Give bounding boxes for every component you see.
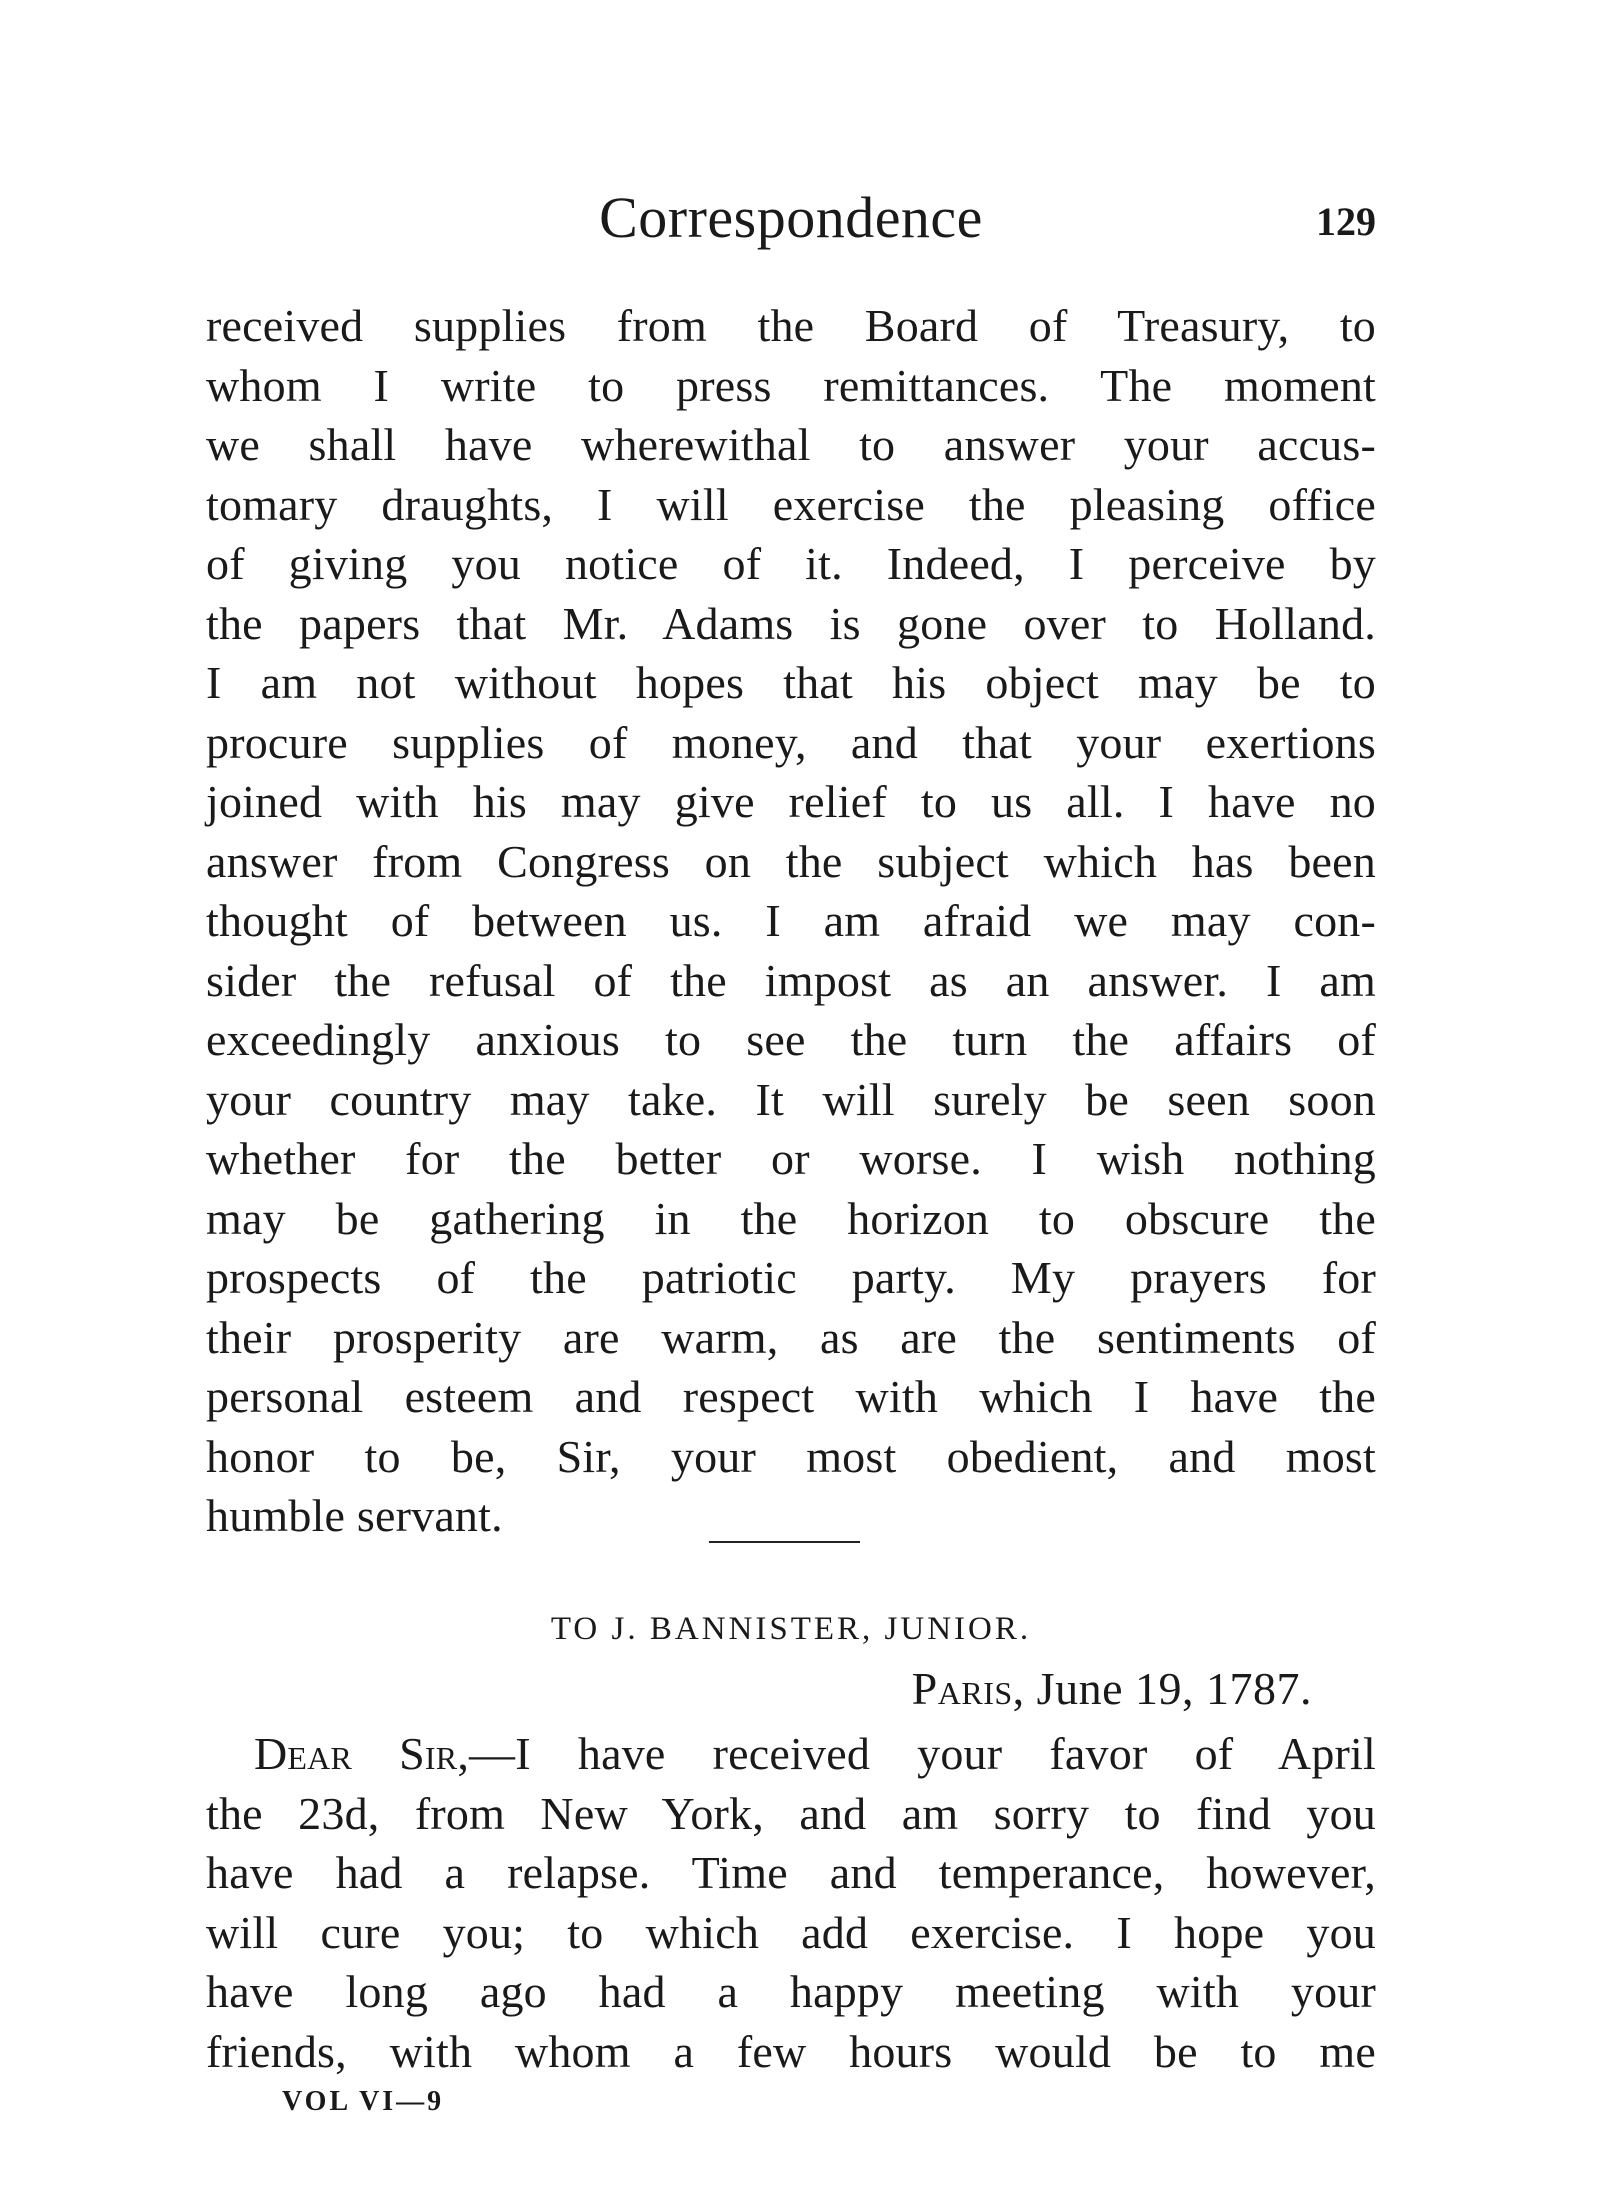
signature-mark: VOL VI—9 bbox=[282, 2086, 445, 2117]
text-line: of giving you notice of it. Indeed, I perceive by bbox=[206, 538, 1376, 589]
text-line: honor to be, Sir, your most obedient, and most bbox=[206, 1430, 1376, 1482]
text-line: the papers that Mr. Adams is gone over to Holland. bbox=[206, 597, 1376, 649]
text-line: joined with his may give relief to us all. I have no bbox=[206, 776, 1376, 827]
text-line: answer from Congress on the subject which has been bbox=[206, 835, 1376, 887]
text-line: whom I write to press remittances. The moment bbox=[206, 359, 1376, 411]
text-line: procure supplies of money, and that your exertions bbox=[206, 716, 1376, 768]
letter-heading: TO J. BANNISTER, JUNIOR. bbox=[550, 1611, 1032, 1647]
dateline-place: Paris bbox=[911, 1663, 1013, 1714]
letter-first-line bbox=[206, 1724, 1376, 1784]
salutation: Dear Sir bbox=[254, 1728, 458, 1779]
dateline-date: , June 19, 1787. bbox=[1012, 1663, 1312, 1714]
dateline bbox=[912, 1654, 1312, 1724]
letter-paragraph bbox=[206, 1724, 1376, 2081]
text-line: your country may take. It will surely be seen soon bbox=[206, 1073, 1376, 1125]
first-line-text: ,—I have received your favor of April bbox=[457, 1728, 1376, 1779]
running-title: Correspondence bbox=[599, 185, 983, 250]
text-line: friends, with whom a few hours would be to me bbox=[206, 2025, 1376, 2077]
text-line: the 23d, from New York, and am sorry to find you bbox=[206, 1787, 1376, 1839]
running-head bbox=[206, 178, 1376, 258]
text-line: I am not without hopes that his object may be to bbox=[206, 657, 1376, 708]
text-line: sider the refusal of the impost as an answer. I am bbox=[206, 954, 1376, 1006]
text-line: thought of between us. I am afraid we may con- bbox=[206, 895, 1376, 946]
text-line: exceedingly anxious to see the turn the affairs of bbox=[206, 1014, 1376, 1065]
text-line: will cure you; to which add exercise. I hope you bbox=[206, 1906, 1376, 1958]
text-line: their prosperity are warm, as are the sentiments of bbox=[206, 1311, 1376, 1363]
text-line: we shall have wherewithal to answer your accus- bbox=[206, 419, 1376, 470]
text-line: tomary draughts, I will exercise the pleasing office bbox=[206, 478, 1376, 530]
text-line: have long ago had a happy meeting with your bbox=[206, 1966, 1376, 2017]
body-paragraph bbox=[206, 296, 1376, 1546]
text-line: prospects of the patriotic party. My prayers for bbox=[206, 1252, 1376, 1303]
text-line: have had a relapse. Time and temperance, however, bbox=[206, 1847, 1376, 1898]
page-number: 129 bbox=[1316, 199, 1376, 244]
text-line: personal esteem and respect with which I have the bbox=[206, 1371, 1376, 1422]
text-line: whether for the better or worse. I wish nothing bbox=[206, 1133, 1376, 1184]
text-line: may be gathering in the horizon to obscure the bbox=[206, 1192, 1376, 1244]
text-line: humble servant. bbox=[206, 1490, 503, 1541]
section-divider bbox=[709, 1541, 860, 1543]
text-line: received supplies from the Board of Treasury, to bbox=[206, 300, 1376, 351]
